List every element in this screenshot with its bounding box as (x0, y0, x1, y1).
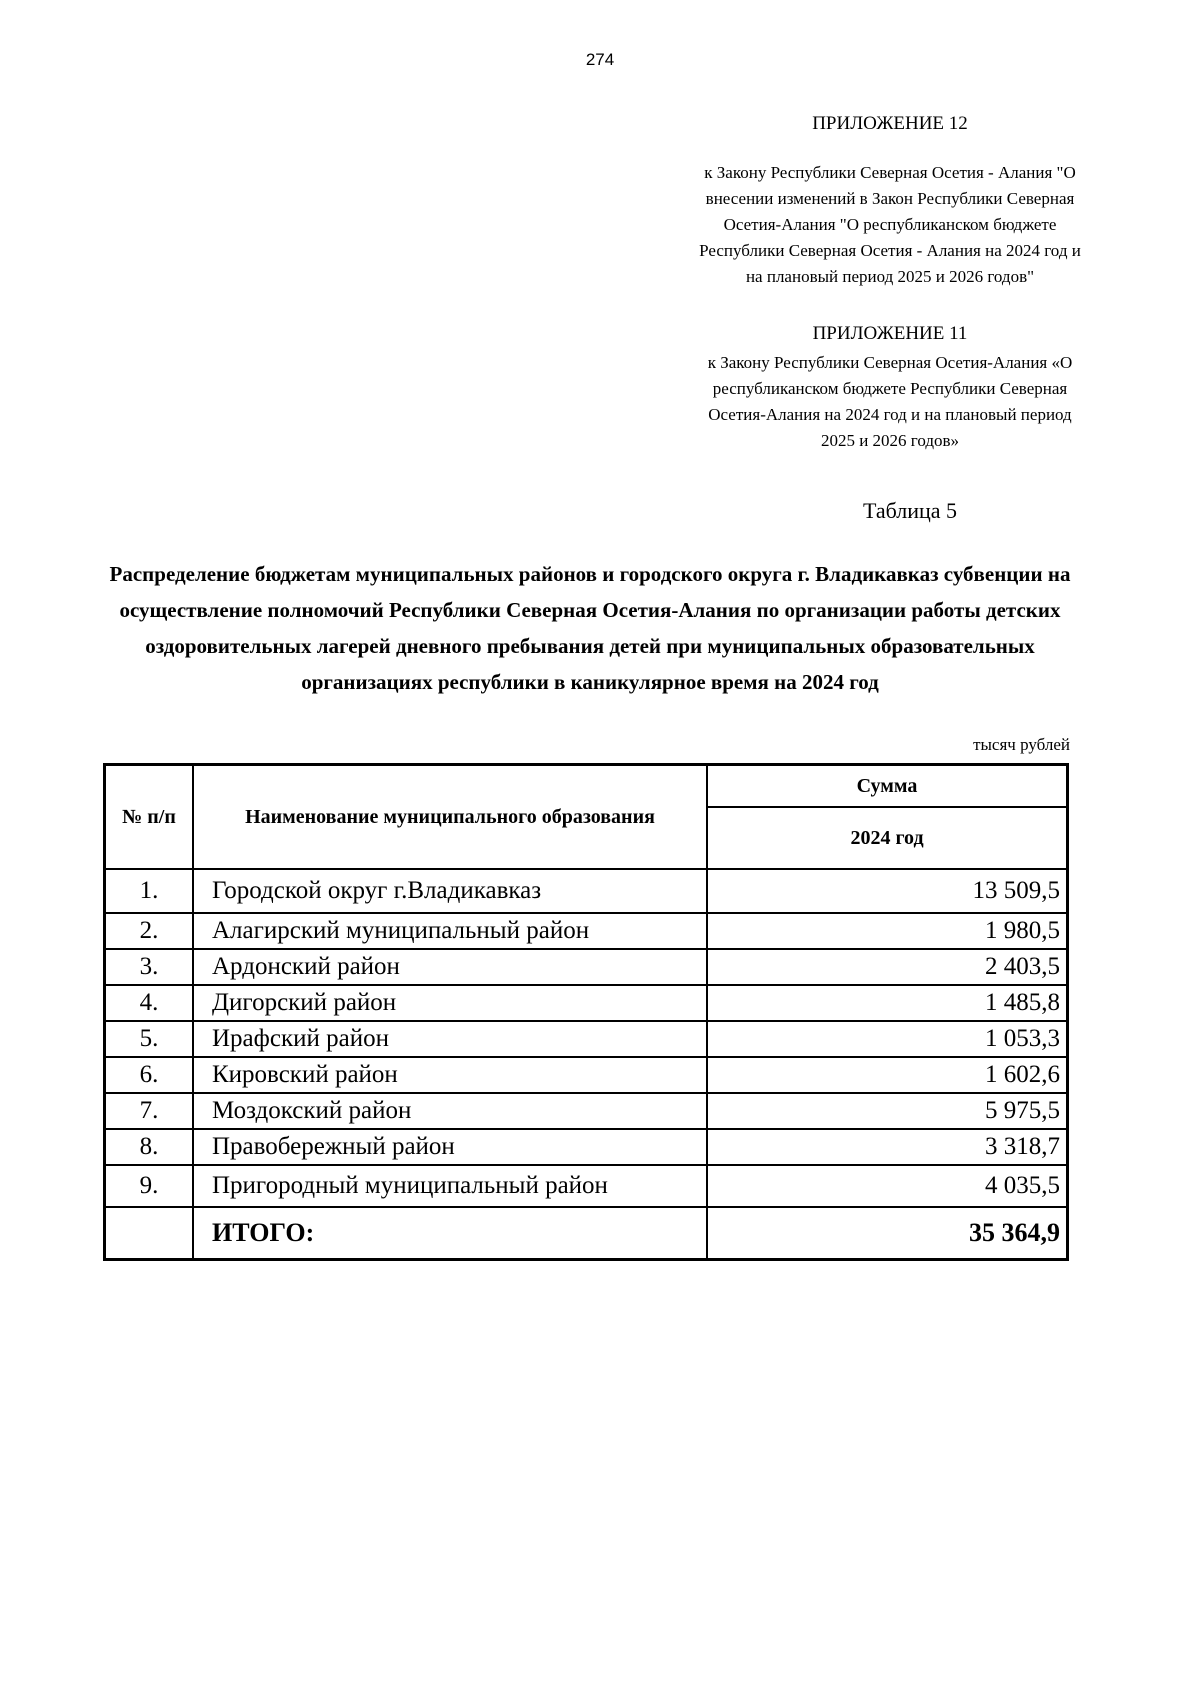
appendix-12-text: к Закону Республики Северная Осетия - Алания "О внесении изменений в Закон Республики Северная Осетия-Алания "О республиканском бюджете Республики Северная Осетия - Алания на 2024 год и на плановый период 2025 и 2026 годов" (699, 163, 1081, 286)
row-sum: 2 403,5 (707, 949, 1068, 985)
header-name: Наименование муниципального образования (193, 765, 707, 870)
distribution-table (103, 763, 1069, 1261)
row-sum: 1 485,8 (707, 985, 1068, 1021)
row-number: 8. (105, 1129, 194, 1165)
units-label: тысяч рублей (973, 735, 1070, 754)
row-name: Городской округ г.Владикавказ (193, 869, 707, 913)
row-number: 7. (105, 1093, 194, 1129)
row-sum: 1 602,6 (707, 1057, 1068, 1093)
row-number: 2. (105, 913, 194, 949)
row-name: Дигорский район (193, 985, 707, 1021)
table-row (105, 869, 1068, 913)
row-number: 1. (105, 869, 194, 913)
row-name: Пригородный муниципальный район (193, 1165, 707, 1207)
row-name: Ирафский район (193, 1021, 707, 1057)
table-row (105, 1021, 1068, 1057)
table-row (105, 1093, 1068, 1129)
header-num: № п/п (105, 765, 194, 870)
row-number: 3. (105, 949, 194, 985)
table-row (105, 913, 1068, 949)
appendix-12-title: ПРИЛОЖЕНИЕ 12 (812, 113, 968, 134)
header-sum: Сумма (707, 765, 1068, 808)
total-label: ИТОГО: (193, 1207, 707, 1260)
appendix-11-title: ПРИЛОЖЕНИЕ 11 (812, 323, 968, 344)
row-name: Алагирский муниципальный район (193, 913, 707, 949)
row-name: Моздокский район (193, 1093, 707, 1129)
row-sum: 5 975,5 (707, 1093, 1068, 1129)
row-number: 9. (105, 1165, 194, 1207)
table-row (105, 1165, 1068, 1207)
appendix-11-text-block (680, 350, 1100, 454)
total-row (105, 1207, 1068, 1260)
page-number: 274 (585, 50, 615, 69)
table-header-row (105, 765, 1068, 808)
table-row (105, 985, 1068, 1021)
row-name: Правобережный район (193, 1129, 707, 1165)
row-number: 4. (105, 985, 194, 1021)
document-title: Распределение бюджетам муниципальных районов и городского округа г. Владикавказ субвенции на осуществление полномочий Республики Северная Осетия-Алания по организации работы детских оздоровительных лагерей дневного пребывания детей при муниципальных образовательных организациях республики в каникулярное время на 2024 год (109, 562, 1071, 694)
header-year: 2024 год (707, 807, 1068, 869)
row-name: Ардонский район (193, 949, 707, 985)
row-sum: 13 509,5 (707, 869, 1068, 913)
table-body (105, 869, 1068, 1260)
total-empty-cell (105, 1207, 194, 1260)
row-name: Кировский район (193, 1057, 707, 1093)
row-number: 5. (105, 1021, 194, 1057)
row-sum: 4 035,5 (707, 1165, 1068, 1207)
appendix-11-text: к Закону Республики Северная Осетия-Алания «О республиканском бюджете Республики Северная Осетия-Алания на 2024 год и на плановый период 2025 и 2026 годов» (707, 353, 1073, 450)
row-number: 6. (105, 1057, 194, 1093)
table-row (105, 1057, 1068, 1093)
appendix-12-text-block (680, 160, 1100, 290)
row-sum: 1 980,5 (707, 913, 1068, 949)
row-sum: 3 318,7 (707, 1129, 1068, 1165)
table-row (105, 1129, 1068, 1165)
row-sum: 1 053,3 (707, 1021, 1068, 1057)
table-number: Таблица 5 (862, 498, 958, 523)
total-sum: 35 364,9 (707, 1207, 1068, 1260)
table-row (105, 949, 1068, 985)
